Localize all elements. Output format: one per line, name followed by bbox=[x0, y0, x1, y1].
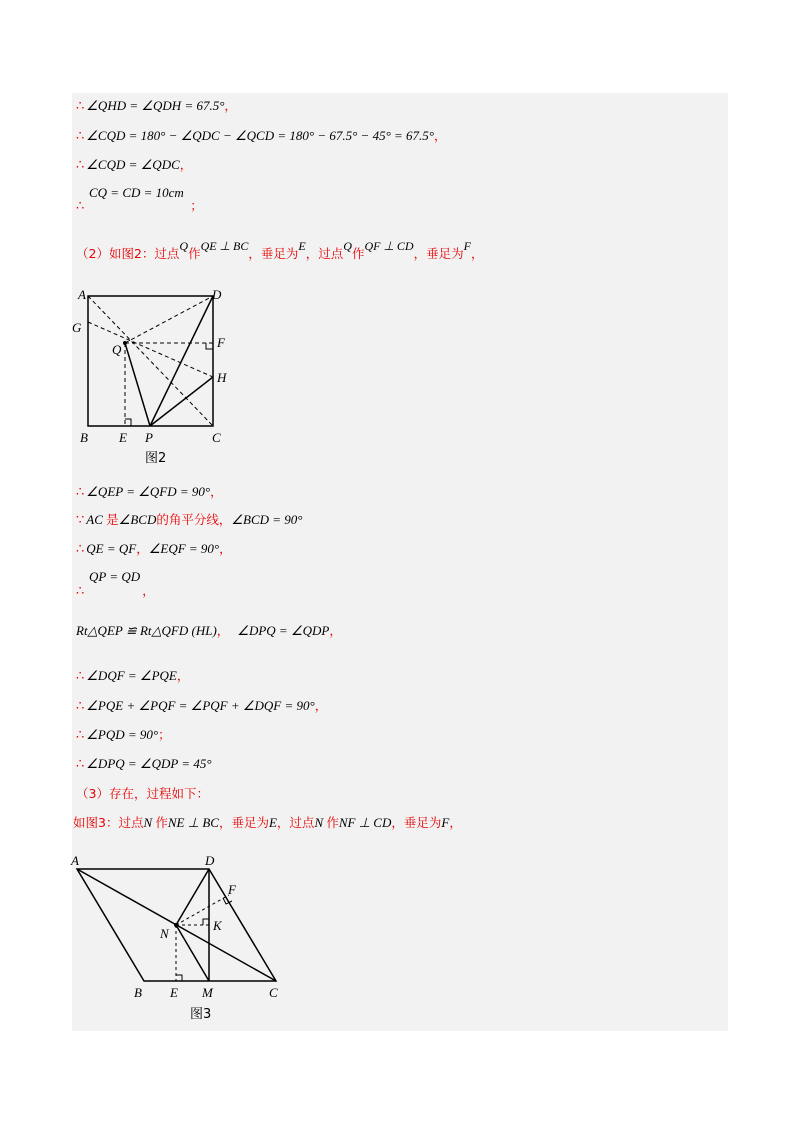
label-c: C bbox=[212, 430, 221, 445]
therefore-symbol: ∴ bbox=[76, 484, 85, 499]
proof-line-7 bbox=[76, 512, 302, 528]
label-e: E bbox=[170, 985, 178, 1000]
therefore-symbol: ∴ bbox=[76, 198, 85, 213]
math-expression: ∠CQD = ∠QDC bbox=[86, 157, 180, 172]
proof-line-8 bbox=[76, 541, 232, 557]
point-label: Q bbox=[179, 239, 189, 253]
math-expression: ∠BCD bbox=[118, 512, 157, 527]
therefore-symbol: ∴ bbox=[76, 668, 85, 683]
segment-nd bbox=[176, 869, 209, 925]
point-n bbox=[174, 923, 178, 927]
label-n: N bbox=[160, 926, 169, 941]
math-expression: QE = QF bbox=[86, 541, 137, 556]
therefore-symbol: ∴ bbox=[76, 157, 85, 172]
punctuation: ， bbox=[219, 541, 232, 556]
label-e: E bbox=[119, 430, 127, 445]
punctuation: ， bbox=[136, 541, 149, 556]
proof-line-2 bbox=[76, 128, 447, 144]
label-d: D bbox=[212, 287, 222, 302]
math-expression: ∠CQD = 180° − ∠QDC − ∠QCD = 180° − 67.5° − 45° = 67.5° bbox=[86, 128, 434, 143]
label-q: Q bbox=[112, 342, 122, 357]
figure-3-caption: 图3 bbox=[190, 1007, 212, 1022]
text: 是 bbox=[106, 512, 119, 527]
point-q bbox=[123, 341, 127, 345]
proof-line-10 bbox=[76, 623, 342, 639]
math-expression: ∠PQE + ∠PQF = ∠PQF + ∠DQF = 90° bbox=[86, 698, 315, 713]
figure-2-caption: 图2 bbox=[145, 451, 167, 466]
therefore-symbol: ∴ bbox=[76, 698, 85, 713]
therefore-symbol: ∴ bbox=[76, 98, 85, 113]
text: 作 bbox=[326, 815, 339, 830]
because-symbol: ∵ bbox=[76, 512, 85, 527]
point-label: N bbox=[314, 815, 324, 830]
right-angle-k bbox=[203, 919, 209, 925]
text-zuo: 作 bbox=[188, 246, 201, 261]
point-label: N bbox=[143, 815, 153, 830]
square-abcd bbox=[88, 296, 213, 426]
math-expression: ∠QHD = ∠QDH = 67.5° bbox=[86, 98, 225, 113]
punctuation: ， bbox=[314, 698, 328, 713]
proof-line-12 bbox=[76, 698, 327, 714]
label-k: K bbox=[213, 918, 222, 933]
label-m: M bbox=[202, 985, 213, 1000]
math-expression: ∠QEP = ∠QFD = 90° bbox=[86, 484, 211, 499]
label-p: P bbox=[145, 430, 153, 445]
figure-3 bbox=[68, 850, 298, 1005]
therefore-symbol: ∴ bbox=[76, 756, 85, 771]
label-a: A bbox=[71, 853, 79, 868]
therefore-symbol: ∴ bbox=[76, 583, 85, 598]
math-expression: AC bbox=[86, 512, 103, 527]
label-a: A bbox=[78, 287, 86, 302]
segment-qd bbox=[125, 296, 213, 343]
segment-ph bbox=[150, 377, 213, 426]
math-expression: ∠EQF = 90° bbox=[148, 541, 220, 556]
punctuation: ， bbox=[179, 157, 193, 172]
text: 如图3：过点 bbox=[73, 815, 144, 830]
point-label: F bbox=[441, 815, 450, 830]
punctuation: ， bbox=[449, 815, 462, 830]
text: 的角平分线， bbox=[156, 512, 232, 527]
text: ，过点 bbox=[276, 815, 315, 830]
math-expression: ∠DPQ = ∠QDP = 45° bbox=[86, 756, 212, 771]
text: ，垂足为 bbox=[218, 815, 269, 830]
math-expression: Rt△QEP ≌ Rt△QFD (HL) bbox=[76, 623, 217, 638]
punctuation: ； bbox=[190, 198, 203, 213]
math-perp: NE ⊥ BC bbox=[167, 815, 219, 830]
part3-heading bbox=[76, 786, 209, 802]
math-perp: QF ⊥ CD bbox=[364, 239, 414, 253]
text: 作 bbox=[155, 815, 168, 830]
punctuation: ； bbox=[158, 727, 171, 742]
label-c: C bbox=[269, 985, 278, 1000]
proof-line-6 bbox=[76, 484, 223, 500]
proof-line-11 bbox=[76, 668, 189, 684]
punctuation: ， bbox=[176, 668, 190, 683]
segment-qp bbox=[125, 343, 150, 426]
label-b: B bbox=[134, 985, 142, 1000]
label-b: B bbox=[80, 430, 88, 445]
right-angle-e bbox=[176, 975, 182, 981]
label-h: H bbox=[217, 370, 227, 385]
point-label: F bbox=[463, 239, 471, 253]
punctuation: ， bbox=[329, 623, 342, 638]
part2-heading bbox=[76, 239, 484, 262]
proof-line-14 bbox=[76, 756, 212, 772]
math-perp: QE ⊥ BC bbox=[200, 239, 249, 253]
punctuation: ， bbox=[434, 128, 447, 143]
proof-line-9 bbox=[76, 583, 155, 599]
proof-line-13 bbox=[76, 727, 171, 743]
point-label: Q bbox=[343, 239, 352, 253]
text-foot: ，垂足为 bbox=[248, 246, 299, 261]
segment-pd bbox=[150, 296, 213, 426]
therefore-symbol: ∴ bbox=[76, 541, 85, 556]
part2-intro: （2）如图2：过点 bbox=[76, 246, 180, 261]
segment-gh bbox=[88, 322, 213, 377]
text-foot: ，垂足为 bbox=[413, 246, 464, 261]
punctuation: ， bbox=[470, 246, 484, 261]
math-expression: QP = QD bbox=[89, 569, 141, 584]
therefore-symbol: ∴ bbox=[76, 727, 85, 742]
proof-line-1 bbox=[76, 98, 237, 114]
point-label: E bbox=[298, 239, 306, 253]
math-perp: NF ⊥ CD bbox=[338, 815, 392, 830]
label-f: F bbox=[217, 335, 225, 350]
label-f: F bbox=[228, 882, 236, 897]
punctuation: ， bbox=[210, 484, 223, 499]
math-expression: CQ = CD = 10cm bbox=[89, 185, 184, 200]
punctuation: ， bbox=[216, 623, 230, 638]
punctuation: ， bbox=[224, 98, 237, 113]
math-expression: ∠PQD = 90° bbox=[86, 727, 159, 742]
text-through: ，过点 bbox=[305, 246, 344, 261]
right-angle-f bbox=[206, 343, 213, 349]
math-expression: ∠DQF = ∠PQE bbox=[86, 668, 177, 683]
punctuation: ， bbox=[142, 583, 155, 598]
math-expression: ∠BCD = 90° bbox=[231, 512, 303, 527]
proof-line-4 bbox=[76, 198, 203, 214]
figure-2 bbox=[68, 282, 248, 472]
label-g: G bbox=[72, 320, 82, 335]
therefore-symbol: ∴ bbox=[76, 128, 85, 143]
text-zuo: 作 bbox=[351, 246, 365, 261]
part3-construction bbox=[73, 815, 462, 831]
part3-intro: （3）存在，过程如下： bbox=[76, 786, 209, 801]
math-expression: ∠DPQ = ∠QDP bbox=[237, 623, 330, 638]
text: ，垂足为 bbox=[391, 815, 442, 830]
proof-line-3 bbox=[76, 157, 192, 173]
right-angle-e bbox=[125, 419, 131, 426]
label-d: D bbox=[205, 853, 215, 868]
point-label: E bbox=[268, 815, 277, 830]
diagonal-ac bbox=[88, 296, 213, 426]
